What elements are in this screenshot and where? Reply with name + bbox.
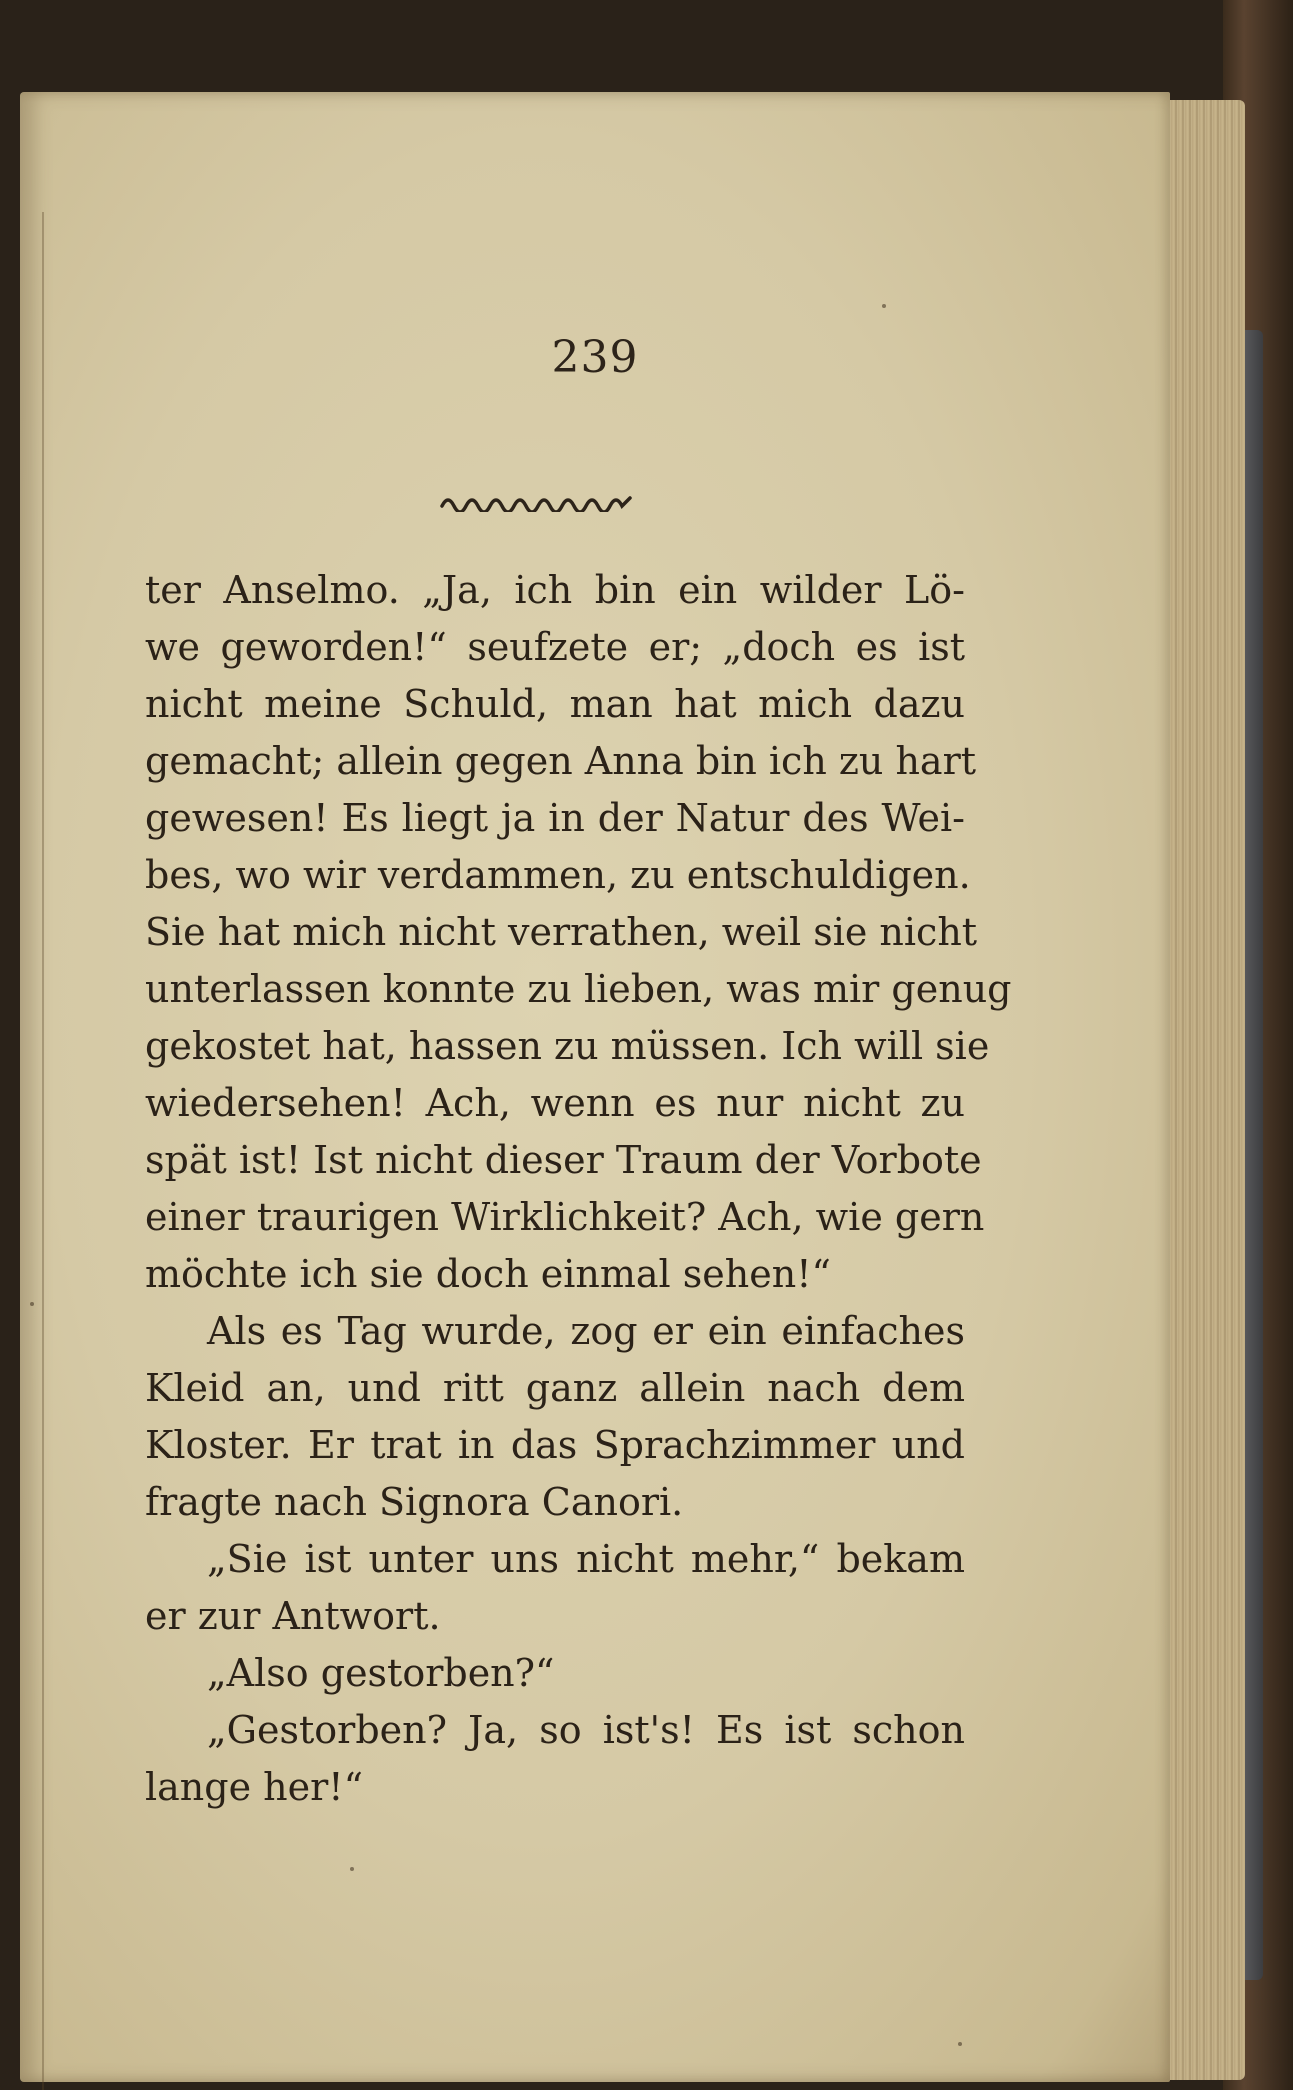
- wavy-rule-ornament: [440, 490, 632, 512]
- text-line: gewesen! Es liegt ja in der Natur des Wei-: [145, 796, 965, 840]
- gutter-shadow: [42, 212, 44, 2090]
- text-line: Sie hat mich nicht verrathen, weil sie nicht: [145, 910, 978, 954]
- text-line: „Also gestorben?“: [207, 1651, 555, 1695]
- text-line: „Sie ist unter uns nicht mehr,“ bekam: [207, 1537, 965, 1581]
- paper-page: [20, 92, 1170, 2082]
- text-line: gemacht; allein gegen Anna bin ich zu hart: [145, 739, 977, 783]
- text-line: möchte ich sie doch einmal sehen!“: [145, 1252, 831, 1296]
- text-line: er zur Antwort.: [145, 1594, 441, 1638]
- text-line: wiedersehen! Ach, wenn es nur nicht zu: [145, 1081, 965, 1125]
- paper-speck: [958, 2042, 962, 2046]
- text-line: nicht meine Schuld, man hat mich dazu: [145, 682, 965, 726]
- body-text: [145, 562, 1012, 1816]
- text-line: Kloster. Er trat in das Sprachzimmer und: [145, 1423, 965, 1467]
- text-line: ter Anselmo. „Ja, ich bin ein wilder Lö-: [145, 568, 965, 612]
- text-line: lange her!“: [145, 1765, 363, 1809]
- text-line: Als es Tag wurde, zog er ein einfaches: [207, 1309, 965, 1353]
- text-line: fragte nach Signora Canori.: [145, 1480, 684, 1524]
- text-line: Kleid an, und ritt ganz allein nach dem: [145, 1366, 965, 1410]
- text-line: bes, wo wir verdammen, zu entschuldigen.: [145, 853, 971, 897]
- text-line: spät ist! Ist nicht dieser Traum der Vorbote: [145, 1138, 982, 1182]
- text-line: unterlassen konnte zu lieben, was mir genug: [145, 967, 1012, 1011]
- text-line: einer traurigen Wirklichkeit? Ach, wie gern: [145, 1195, 985, 1239]
- text-line: „Gestorben? Ja, so ist's! Es ist schon: [207, 1708, 965, 1752]
- paper-speck: [882, 304, 886, 308]
- paper-speck: [350, 1867, 354, 1871]
- paper-speck: [30, 1302, 34, 1306]
- page-number: 239: [551, 332, 639, 383]
- text-line: we geworden!“ seufzete er; „doch es ist: [145, 625, 965, 669]
- text-line: gekostet hat, hassen zu müssen. Ich will sie: [145, 1024, 990, 1068]
